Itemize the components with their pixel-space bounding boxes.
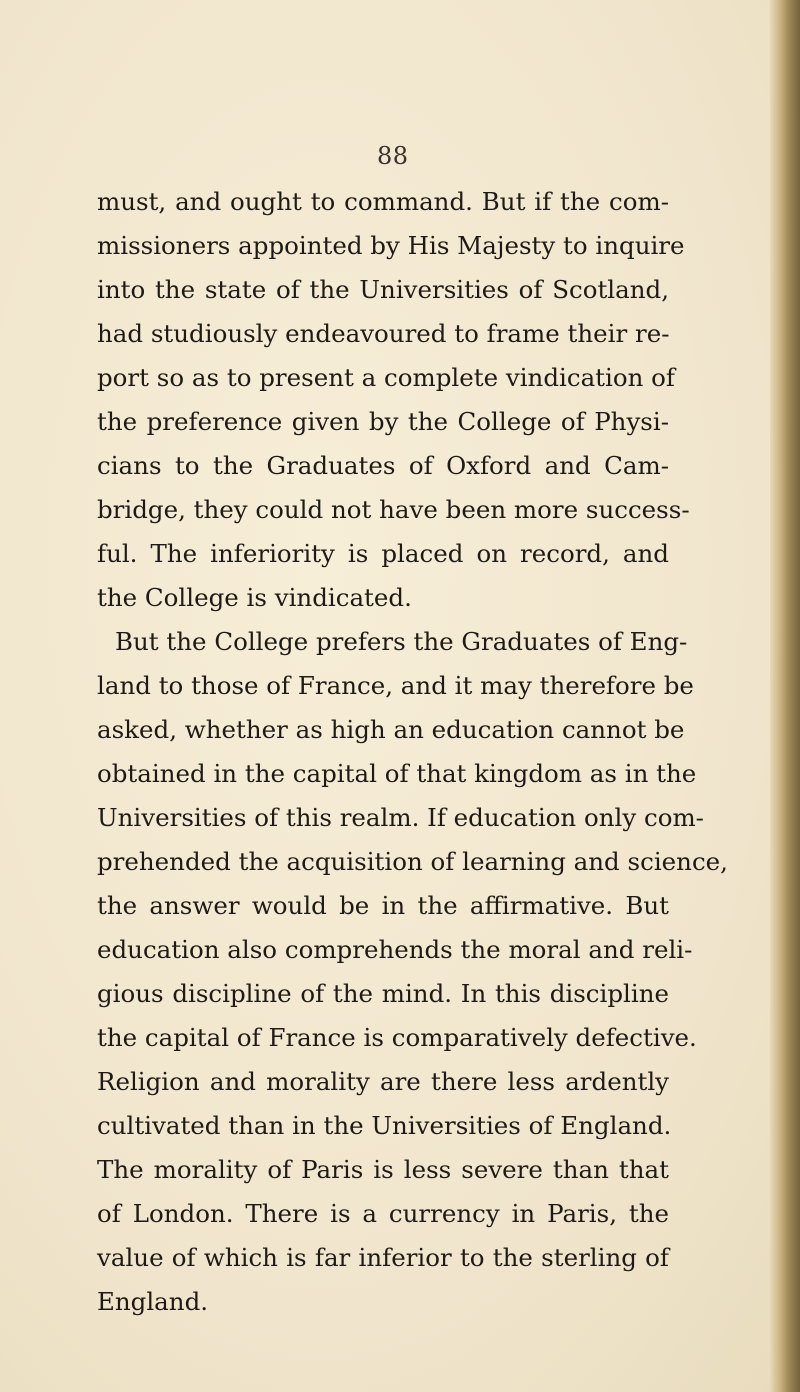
text-line: value of which is far inferior to the sterling of [97,1243,669,1272]
text-line: England. [97,1287,209,1316]
text-line: of London. There is a currency in Paris, the [97,1199,669,1228]
text-line: into the state of the Universities of Scotland, [97,275,669,304]
text-line: Religion and morality are there less ardently [97,1067,669,1096]
text-line: the preference given by the College of Physi- [97,407,669,436]
text-line: The morality of Paris is less severe than that [97,1155,669,1184]
text-line: bridge, they could not have been more success- [97,495,690,524]
text-line: the College is vindicated. [97,583,412,612]
text-line: gious discipline of the mind. In this discipline [97,979,669,1008]
text-line: the answer would be in the affirmative. But [97,891,669,920]
page-number: 88 [377,142,409,170]
text-line: obtained in the capital of that kingdom as in the [97,759,697,788]
page-binding-edge [770,0,800,1392]
text-line: missioners appointed by His Majesty to inquire [97,231,685,260]
text-line: cians to the Graduates of Oxford and Cam- [97,451,669,480]
text-line: cultivated than in the Universities of England. [97,1111,672,1140]
text-line: prehended the acquisition of learning and science, [97,847,728,876]
text-line: port so as to present a complete vindication of [97,363,675,392]
text-line: must, and ought to command. But if the com- [97,187,669,216]
text-line: land to those of France, and it may therefore be [97,671,694,700]
text-line: But the College prefers the Graduates of Eng- [115,627,688,656]
text-line: the capital of France is comparatively defective. [97,1023,697,1052]
text-line: had studiously endeavoured to frame their re- [97,319,670,348]
text-line: ful. The inferiority is placed on record, and [97,539,669,568]
body-text [97,182,728,1372]
text-line: education also comprehends the moral and reli- [97,935,693,964]
text-line: Universities of this realm. If education only com- [97,803,704,832]
text-line: asked, whether as high an education cannot be [97,715,685,744]
